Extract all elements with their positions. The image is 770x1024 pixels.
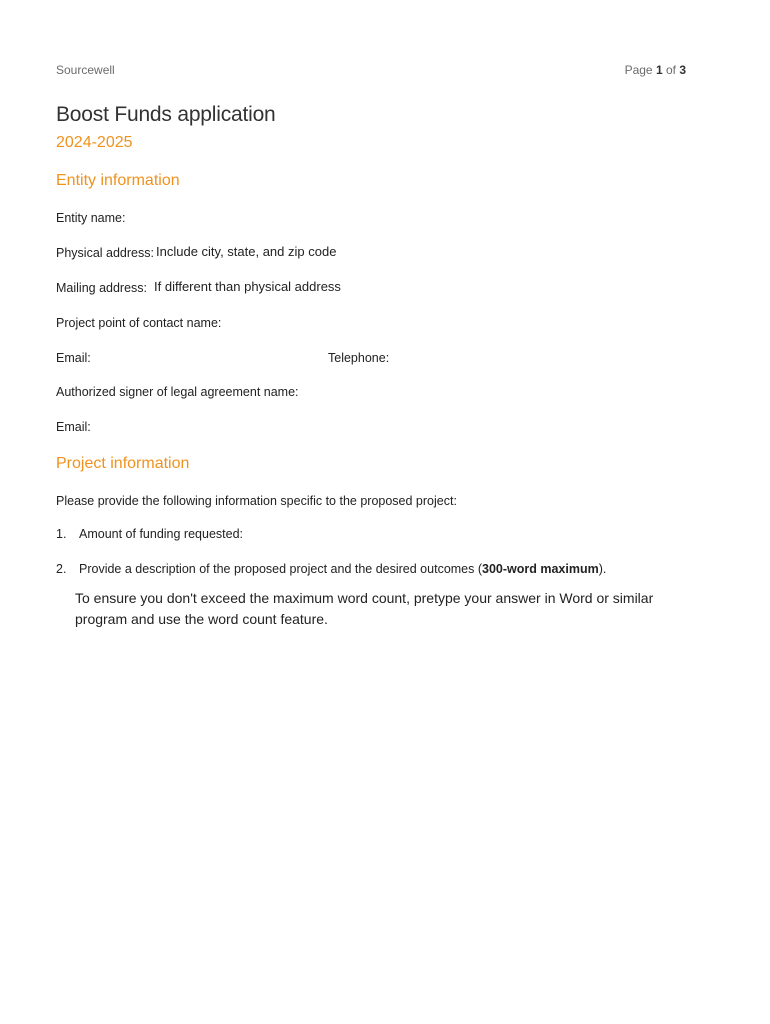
description-label-post: ).: [598, 562, 607, 576]
entity-name-label: Entity name:: [56, 211, 126, 225]
page-mid: of: [662, 63, 680, 77]
list-item-number: 1.: [56, 527, 67, 541]
page-total: 3: [679, 63, 686, 77]
physical-address-hint: Include city, state, and zip code: [156, 244, 337, 259]
contact-name-label: Project point of contact name:: [56, 316, 222, 330]
entity-section-heading: Entity information: [56, 172, 180, 189]
project-intro: Please provide the following information specific to the proposed project:: [56, 494, 457, 508]
page-current: 1: [655, 63, 663, 77]
page-title: Boost Funds application: [56, 103, 276, 126]
list-item-number: 2.: [56, 562, 67, 576]
contact-email-label: Email:: [56, 351, 91, 365]
page-prefix: Page: [624, 63, 656, 77]
list-item: [56, 527, 243, 541]
project-section-heading: Project information: [56, 455, 190, 472]
header-org: Sourcewell: [56, 63, 115, 77]
physical-address-label: Physical address:: [56, 246, 154, 260]
telephone-label: Telephone:: [328, 351, 390, 365]
list-item: [56, 562, 606, 576]
page-number: [625, 63, 686, 77]
signer-email-label: Email:: [56, 420, 91, 434]
description-label-pre: Provide a description of the proposed project and the desired outcomes (: [79, 562, 483, 576]
mailing-address-hint: If different than physical address: [154, 279, 341, 294]
page-subtitle-year: 2024-2025: [56, 134, 133, 151]
word-count-note: To ensure you don't exceed the maximum word count, pretype your answer in Word or similar program and use the word count feature.: [75, 590, 654, 627]
signer-name-label: Authorized signer of legal agreement name:: [56, 385, 299, 399]
word-limit-bold: 300-word maximum: [482, 562, 599, 576]
mailing-address-label: Mailing address:: [56, 281, 148, 295]
funding-requested-label: Amount of funding requested:: [79, 527, 244, 541]
